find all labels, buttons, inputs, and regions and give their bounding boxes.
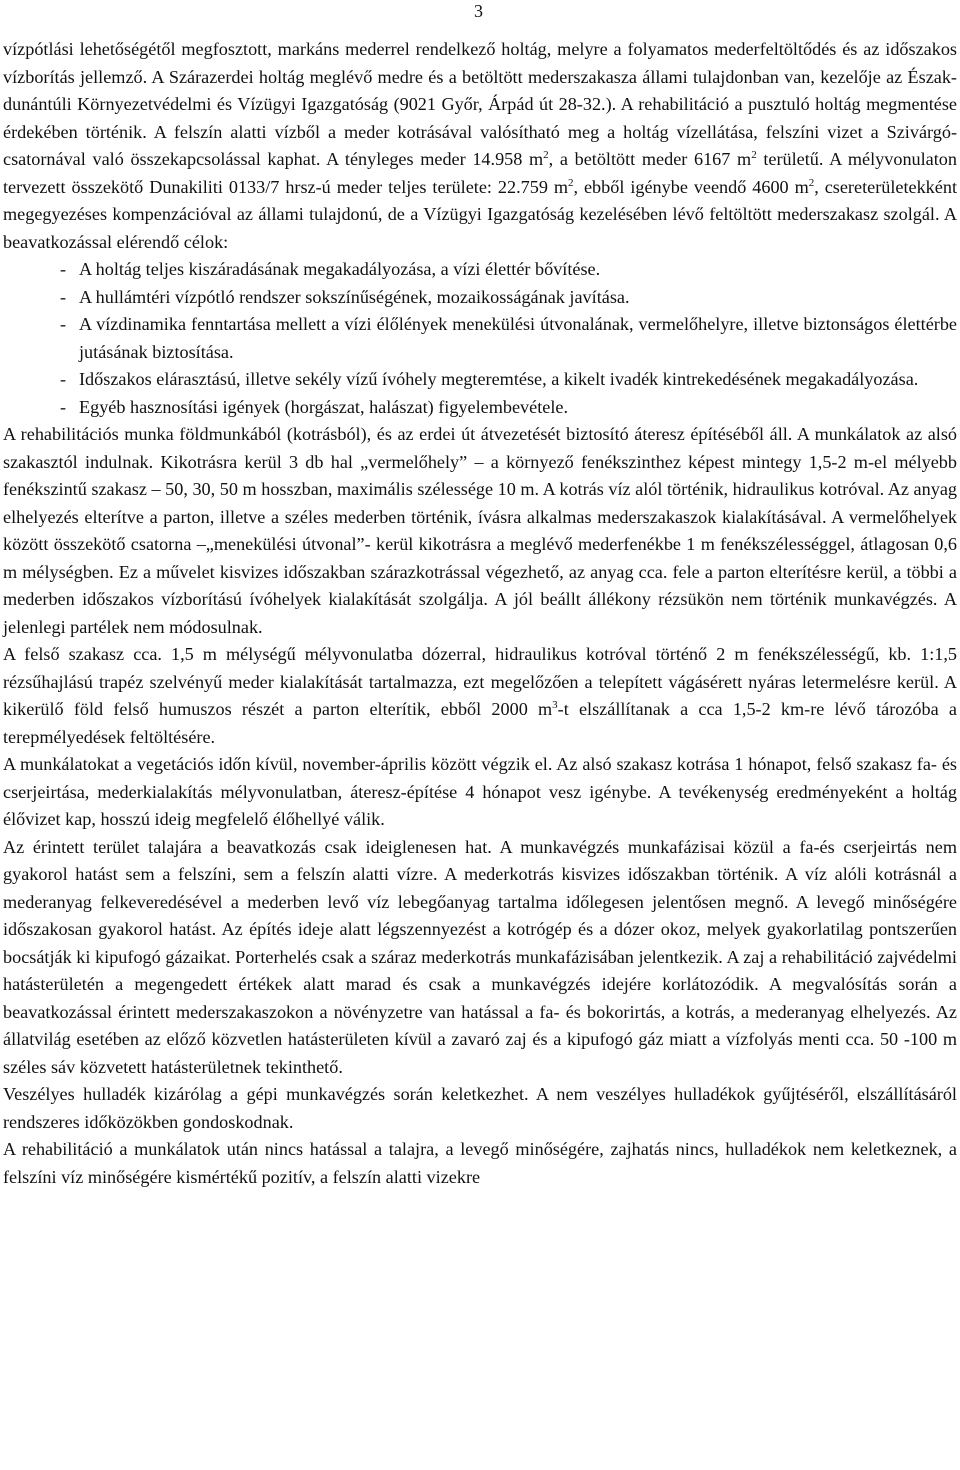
superscript: 2 bbox=[568, 176, 574, 189]
list-dash: - bbox=[60, 259, 67, 279]
paragraph-after-effects: A rehabilitáció a munkálatok után nincs hatással a talajra, a levegő minőségére, zajhatás nincs, hulladékok nem keletkeznek, a felszíni víz minőségére kismértékű pozitív, a felszín alatti vizekre bbox=[3, 1139, 957, 1187]
paragraph-holtag-description bbox=[3, 36, 957, 256]
paragraph-text: , a betöltött meder 6167 m bbox=[548, 149, 752, 169]
page-number: 3 bbox=[474, 1, 483, 21]
paragraph-text: -t elszállítanak a cca 1,5-2 km-re lévő tározóba a terepmélyedések feltöltésére. bbox=[3, 699, 957, 747]
paragraph-upper-section bbox=[3, 641, 957, 751]
paragraph-schedule: A munkálatokat a vegetációs időn kívül, november-április között végzik el. Az alsó szakasz kotrása 1 hónapot, felső szakasz fa- és cserjeirtása, mederkialakítás mélyvonulatban, áteresz-építése 4 hónapot vesz igénybe. A tevékenység eredményeként a holtág élővizet kap, hosszú ideig megfelelő élőhellyé válik. bbox=[3, 754, 957, 829]
paragraph-text: , csereterületekként megegyezéses kompenzációval az állami tulajdonú, de a Vízügyi Igazgatóság kezelésében lévő feltöltött mederszakasz szolgál. A beavatkozással elérendő célok: bbox=[3, 176, 957, 252]
list-item bbox=[22, 394, 957, 422]
superscript: 2 bbox=[543, 149, 549, 161]
superscript: 2 bbox=[808, 176, 815, 189]
list-dash: - bbox=[60, 369, 67, 389]
list-item-text: A holtág teljes kiszáradásának megakadályozása, a vízi élettér bővítése. bbox=[79, 259, 601, 279]
paragraph-text: területű. A mélyvonulaton tervezett összekötő Dunakiliti 0133/7 hrsz-ú meder teljes területe: 22.759 m bbox=[3, 149, 957, 197]
list-dash: - bbox=[60, 314, 67, 334]
paragraph-hazardous-waste: Veszélyes hulladék kizárólag a gépi munkavégzés során keletkezhet. A nem veszélyes hulladékok gyűjtéséről, elszállításáról rendszeres időközökben gondoskodnak. bbox=[3, 1084, 957, 1132]
paragraph-environmental-impact: Az érintett terület talajára a beavatkozás csak ideiglenesen hat. A munkavégzés munkafázisai közül a fa-és cserjeirtás nem gyakorol hatást sem a felszíni, sem a felszín alatti vízre. A mederkotrás kisvizes időszakban történik. A víz alóli kotrásnál a mederanyag felkeveredésével a mederben levő víz lebegőanyag tartalma időlegesen jelentősen megnő. A levegő minőségére időszakosan gyakorol hatást. Az építés ideje alatt légszennyezést a kotrógép és a dózer okoz, melyek gyakorlatilag pontszerűen bocsátják ki kipufogó gázaikat. Porterhelés csak a száraz mederkotrás munkafázisában jelentkezik. A zaj a rehabilitáció zajvédelmi hatásterületén a megengedett értékek alatt marad és csak a munkavégzés idejére korlátozódik. A megvalósítás során a beavatkozással érintett mederszakaszokon a növényzetre van hatással a fa- és bokorirtás, a kotrás, a mederanyag elhelyezés. Az állatvilág esetében az előző közvetlen hatásterületen kívül a zavaró zaj és a kipufogó gáz miatt a vízfolyás menti cca. 50 -100 m széles sáv közvetett hatásterületnek tekinthető. bbox=[3, 836, 957, 1077]
list-item-text: A vízdinamika fenntartása mellett a vízi élőlények menekülési útvonalának, vermelőhelyre, illetve biztonságos élettérbe jutásának biztosítása. bbox=[79, 314, 957, 362]
superscript: 2 bbox=[751, 149, 757, 161]
paragraph-rehabilitation-work: A rehabilitációs munka földmunkából (kotrásból), és az erdei út átvezetését biztosító áteresz építéséből áll. A munkálatok az alsó szakasztól indulnak. Kikotrásra kerül 3 db hal „vermelőhely” – a környező fenékszinthez képest mintegy 1,5-2 m-el mélyebb fenékszintű szakasz – 50, 30, 50 m hosszban, maximális szélessége 10 m. A kotrás víz alól történik, hidraulikus kotróval. Az anyag elhelyezés elterítve a parton, illetve a széles mederben történik, ívásra alkalmas mederszakaszok kialakításával. A vermelőhelyek között összekötő csatorna –„menekülési útvonal”- kerül kikotrásra a meglévő mederfenékbe 1 m fenékszélességgel, átlagosan 0,6 m mélységben. Ez a művelet kisvizes időszakban szárazkotrással végezhető, az anyag cca. fele a parton elterítésre kerül, a többi a mederben időszakos vízborítású ívóhelyek kialakítását szolgálja. A jól beállt állékony rézsükön nem történik munkavégzés. A jelenlegi partélek nem módosulnak. bbox=[3, 424, 957, 637]
paragraph-text: , ebből igénybe veendő 4600 m bbox=[573, 176, 809, 197]
list-item bbox=[22, 366, 957, 394]
list-item bbox=[22, 256, 957, 284]
goals-list bbox=[3, 256, 957, 421]
list-item bbox=[22, 284, 957, 312]
list-dash: - bbox=[60, 396, 67, 417]
list-dash: - bbox=[60, 286, 67, 307]
list-item-text: Egyéb hasznosítási igények (horgászat, halászat) figyelembevétele. bbox=[79, 396, 569, 417]
list-item bbox=[22, 311, 957, 366]
list-item-text: Időszakos elárasztású, illetve sekély vízű ívóhely megteremtése, a kikelt ivadék kintrekedésének megakadályozása. bbox=[79, 369, 919, 389]
list-item-text: A hullámtéri vízpótló rendszer sokszínűségének, mozaikosságának javítása. bbox=[79, 286, 630, 307]
paragraph-text: A felső szakasz cca. 1,5 m mélységű mélyvonulatba dózerral, hidraulikus kotróval történő 2 m fenékszélességű, kb. 1:1,5 rézsűhajlású trapéz szelvényű meder kialakítását tartalmazza, ezt megelőzően a telepített vágásérett nyáras letermelésre kerül. A kikerülő föld felső humuszos részét a parton elterítik, ebből 2000 m bbox=[3, 644, 957, 719]
superscript: 3 bbox=[552, 699, 558, 711]
paragraph-text: vízpótlási lehetőségétől megfosztott, markáns mederrel rendelkező holtág, melyre a folyamatos mederfeltöltődés és az időszakos vízborítás jellemző. A Szárazerdei holtág meglévő medre és a betöltött mederszakasza állami tulajdonban van, kezelője az Észak-dunántúli Környezetvédelmi és Vízügyi Igazgatóság (9021 Győr, Árpád út 28-32.). A rehabilitáció a pusztuló holtág megmentése érdekében történik. A felszín alatti vízből a meder kotrásával valósítható meg a holtág vízellátása, felszíni vizet a Szivárgó-csatornával való összekapcsolással kaphat. A tényleges meder 14.958 m bbox=[3, 39, 957, 169]
